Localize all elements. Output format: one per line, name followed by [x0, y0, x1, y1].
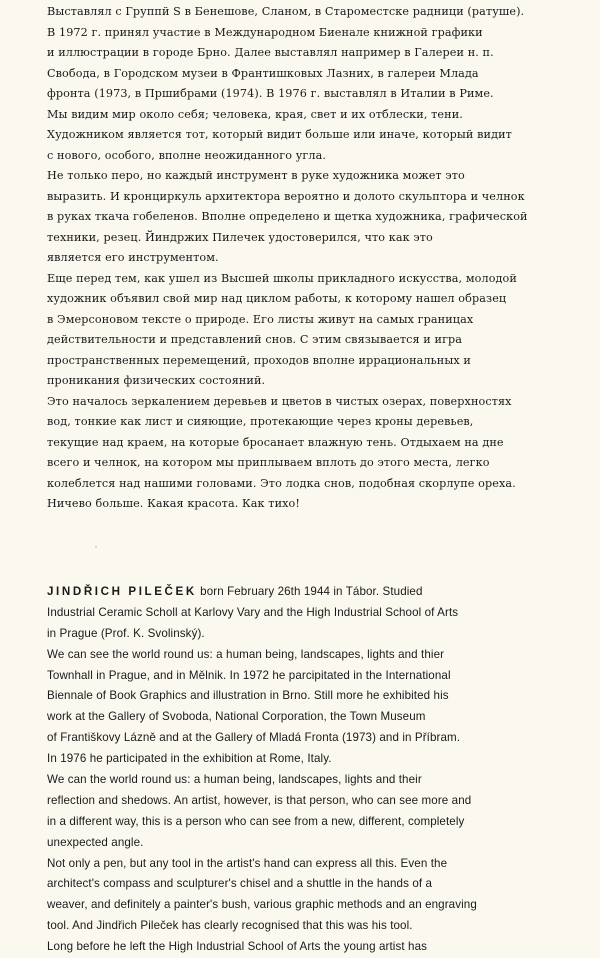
ru-line: Свобода, в Городском музеи в Франтишковых Лазних, в галереи Млада [47, 66, 479, 80]
en-heading-line [47, 582, 567, 603]
ru-line: выразить. И кронциркуль архитектора вероятно и долото скульптора и челнок [47, 189, 525, 203]
en-line: In 1976 he participated in the exhibition at Rome, Italy. [47, 752, 332, 766]
ru-line: Ничево больше. Какая красота. Как тихо! [47, 497, 300, 510]
en-line: Biennale of Book Graphics and illustration in Brno. Still more he exhibited his [47, 689, 449, 703]
ru-line: Выставлял с Группй S в Бенешове, Сланом, в Староместске радници (ратуше). [47, 5, 525, 18]
ru-line: Это началось зеркалением деревьев и цветов в чистых озерах, поверхностях [47, 394, 512, 408]
ru-line: является его инструментом. [47, 251, 219, 264]
ru-line: проникания физических состояний. [47, 374, 266, 387]
ru-line: техники, резец. Йиндржих Пилечек удостоверился, что как это [47, 230, 433, 244]
ru-line: в руках ткача гобеленов. Вполне определено и щетка художника, графической [47, 210, 528, 223]
ru-line: Не только перо, но каждый инструмент в руке художника может это [47, 169, 465, 182]
ru-line: текущие над краем, на которые бросанает влажную тень. Отдыхаем на дне [47, 435, 504, 449]
ru-line: и иллюстрации в городе Брно. Далее выставлял например в Галереи н. п. [47, 46, 494, 59]
ru-line: с нового, особого, вполне неожиданного угла. [47, 148, 327, 162]
ru-line: фронта (1973, в Пршибрами (1974). В 1976 г. выставлял в Италии в Риме. [47, 87, 494, 100]
russian-text-block [47, 2, 567, 515]
en-line: in a different way, this is a person who can see from a new, different, completely [47, 814, 465, 828]
ru-line: В 1972 г. принял участие в Международном Биенале книжной графики [47, 25, 483, 39]
en-line: We can see the world round us: a human being, landscapes, lights and thier [47, 647, 445, 661]
ru-line: Еще перед тем, как ушел из Высшей школы прикладного искусства, молодой [47, 271, 517, 285]
artist-name: JINDŘICH PILEČEK [47, 585, 197, 598]
ru-line: действительности и представлений снов. С этим связывается и игра [47, 333, 463, 346]
en-line: tool. And Jindřich Pileček has clearly recognised that this was his tool. [47, 919, 413, 933]
ru-line: колеблется над нашими головами. Это лодка снов, подобная скорлупе ореха. [47, 476, 516, 490]
en-line: We can the world round us: a human being, landscapes, lights and their [47, 773, 422, 787]
ru-line: Художником является тот, который видит больше или иначе, который видит [47, 128, 512, 141]
en-line: Not only a pen, but any tool in the artist's hand can express all this. Even the [47, 856, 448, 870]
en-line: reflection and shedows. An artist, however, is that person, who can see more and [47, 793, 472, 807]
en-line: Industrial Ceramic Scholl at Karlovy Vary and the High Industrial School of Arts [47, 605, 459, 619]
en-line: Townhall in Prague, and in Mělnik. In 1972 he parcipitated in the International [47, 668, 451, 682]
paper-speck [95, 546, 97, 548]
ru-line: всего и челнок, на котором мы приплываем вплоть до этого места, легко [47, 456, 490, 469]
en-line: architect's compass and sculpturer's chisel and a shuttle in the hands of a [47, 877, 433, 891]
birth-info: born February 26th 1944 in Tábor. Studied [196, 585, 423, 598]
ru-line: Мы видим мир около себя; человека, края, свет и их отблески, тени. [47, 107, 463, 121]
en-line: weaver, and definitely a painter's bush, various graphic methods and an engraving [47, 898, 477, 912]
en-line: unexpected angle. [47, 835, 144, 849]
ru-line: вод, тонкие как лист и сияющие, протекающие через кроны деревьев, [47, 415, 474, 428]
ru-line: художник объявил свой мир над циклом работы, к которому нашел образец [47, 292, 507, 305]
en-line: of Františkovy Lázně and at the Gallery of Mladá Fronta (1973) and in Příbram. [47, 731, 461, 745]
en-line: work at the Gallery of Svoboda, National Corporation, the Town Museum [47, 710, 426, 724]
ru-line: пространственных перемещений, проходов вполне иррациональных и [47, 353, 471, 367]
english-text-block [47, 582, 567, 958]
en-line: Long before he left the High Industrial School of Arts the young artist has [47, 940, 428, 954]
en-line: in Prague (Prof. K. Svolinský). [47, 626, 205, 640]
ru-line: в Эмерсоновом тексте о природе. Его листы живут на самых границах [47, 312, 474, 326]
